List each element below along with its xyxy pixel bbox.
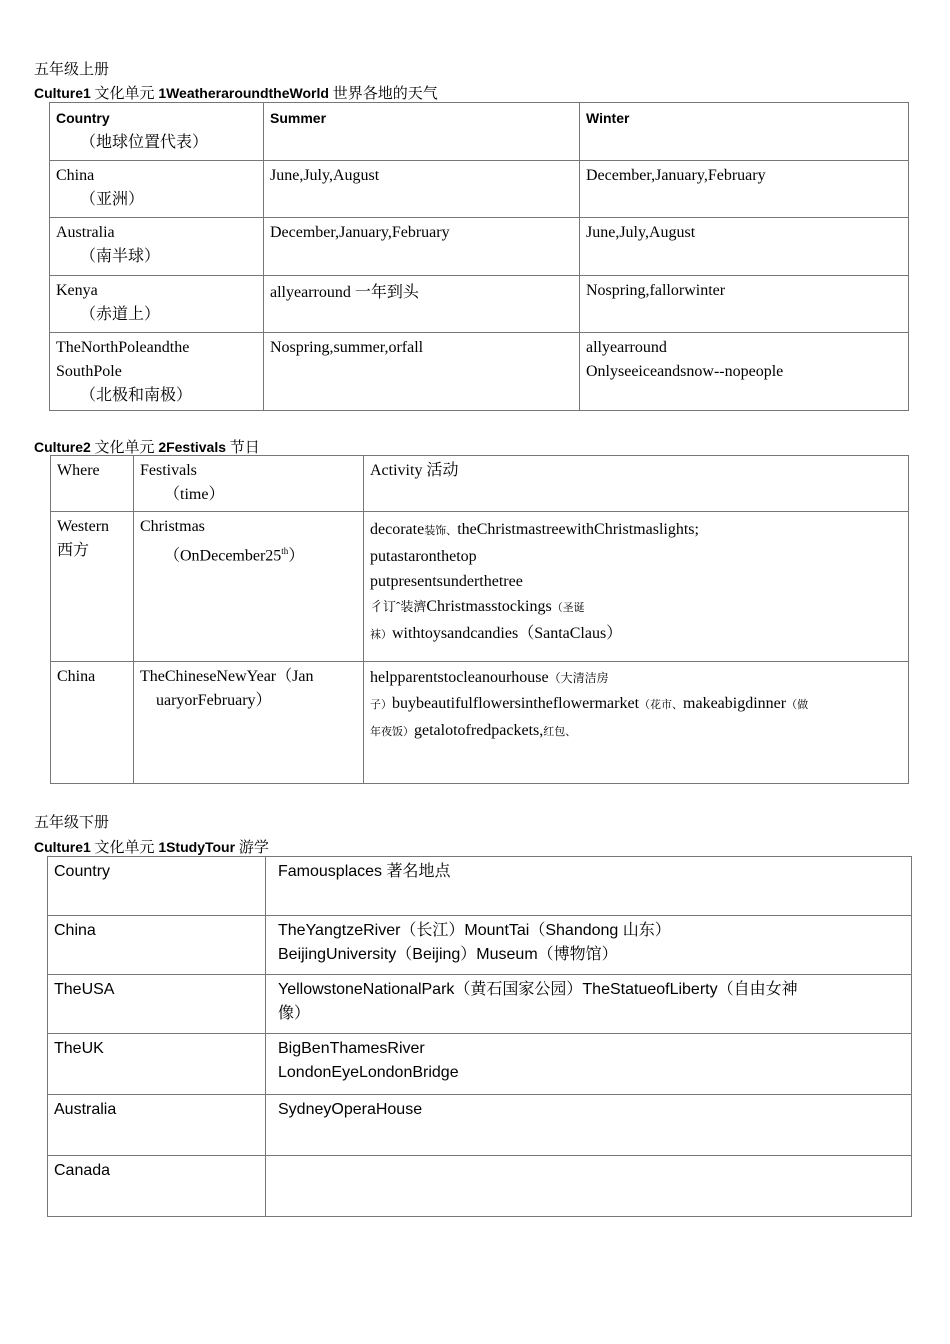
places-cell: TheYangtzeRiver（长江）MountTai（Shandong 山东） BeijingUniversity（Beijing）Museum（博物馆） xyxy=(266,916,912,975)
country-cell: Kenya xyxy=(56,282,98,299)
table-row xyxy=(51,512,909,662)
table-row xyxy=(50,103,909,161)
summer-cell: Nospring,summer,orfall xyxy=(264,333,580,411)
culture1-weather-title: Culture1 文化单元 1WeatheraroundtheWorld 世界各地的天气 xyxy=(34,85,438,102)
winter-header: Winter xyxy=(586,110,630,126)
country-note: （亚洲） xyxy=(80,191,145,208)
festivals-table xyxy=(50,455,909,784)
country-cell: TheUSA xyxy=(48,975,266,1034)
weather-table xyxy=(49,102,909,411)
country-cell: Australia xyxy=(56,224,115,241)
festivals-header: Festivals xyxy=(140,462,197,479)
activity-header: Activity 活动 xyxy=(364,456,909,512)
places-cell: YellowstoneNationalPark（黄石国家公园）TheStatueofLiberty（自由女神 像） xyxy=(266,975,912,1034)
grade-upper-title: 五年级上册 xyxy=(34,62,110,78)
summer-cell: allyearround 一年到头 xyxy=(264,276,580,333)
table-row xyxy=(50,218,909,276)
winter-cell: allyearround Onlyseeiceandsnow--nopeople xyxy=(580,333,909,411)
winter-cell: June,July,August xyxy=(580,218,909,276)
country-cell: China xyxy=(56,167,95,184)
table-row xyxy=(48,1156,912,1217)
summer-cell: June,July,August xyxy=(264,161,580,218)
country-note: （赤道上） xyxy=(80,306,161,323)
summer-cell: December,January,February xyxy=(264,218,580,276)
culture2-festivals-title: Culture2 文化单元 2Festivals 节日 xyxy=(34,439,260,456)
where-cell: China xyxy=(51,662,134,784)
culture1-studytour-title: Culture1 文化单元 1StudyTour 游学 xyxy=(34,839,269,856)
table-row xyxy=(51,662,909,784)
table-row xyxy=(48,857,912,916)
country-note: （南半球） xyxy=(80,248,161,265)
country-cell: TheNorthPoleandthe SouthPole xyxy=(56,339,190,380)
festival-cell: Christmas xyxy=(140,518,205,535)
places-header: Famousplaces 著名地点 xyxy=(266,857,912,916)
table-row xyxy=(51,456,909,512)
winter-cell: December,January,February xyxy=(580,161,909,218)
country-cell: Australia xyxy=(48,1095,266,1156)
activity-cell: decorate装饰、theChristmastreewithChristmaslights; putastaronthetop putpresentsunderthetree 彳订ˆ装濟Christmasstockings（圣诞 袜）withtoysandcandies（SantaClaus） xyxy=(364,512,909,662)
grade-lower-title: 五年级下册 xyxy=(34,815,110,831)
time-header: （time） xyxy=(164,486,225,503)
festival-date: （OnDecember25th） xyxy=(164,546,305,565)
table-row xyxy=(48,975,912,1034)
activity-cell: helpparentstocleanourhouse（大清洁房 子）buybeautifulflowersintheflowermarket（花市、makeabigdinner（做 年夜饭）getalotofredpackets,红包、 xyxy=(364,662,909,784)
places-cell: BigBenThamesRiver LondonEyeLondonBridge xyxy=(266,1034,912,1095)
table-row xyxy=(48,1034,912,1095)
studytour-table xyxy=(47,856,912,1217)
where-cell: Western 西方 xyxy=(51,512,134,662)
table-row xyxy=(50,276,909,333)
places-cell xyxy=(266,1156,912,1217)
country-header: Country xyxy=(48,857,266,916)
festival-cell: TheChineseNewYear（Jan uaryorFebruary） xyxy=(134,662,364,784)
country-note: （北极和南极） xyxy=(80,387,193,404)
where-header: Where xyxy=(51,456,134,512)
country-cell: TheUK xyxy=(48,1034,266,1095)
country-cell: China xyxy=(48,916,266,975)
table-row xyxy=(50,161,909,218)
table-row xyxy=(48,1095,912,1156)
country-cell: Canada xyxy=(48,1156,266,1217)
places-cell: SydneyOperaHouse xyxy=(266,1095,912,1156)
country-note-header: （地球位置代表） xyxy=(80,134,209,151)
winter-cell: Nospring,fallorwinter xyxy=(580,276,909,333)
table-row xyxy=(48,916,912,975)
summer-header: Summer xyxy=(270,110,327,126)
table-row xyxy=(50,333,909,411)
country-header: Country xyxy=(56,110,110,126)
